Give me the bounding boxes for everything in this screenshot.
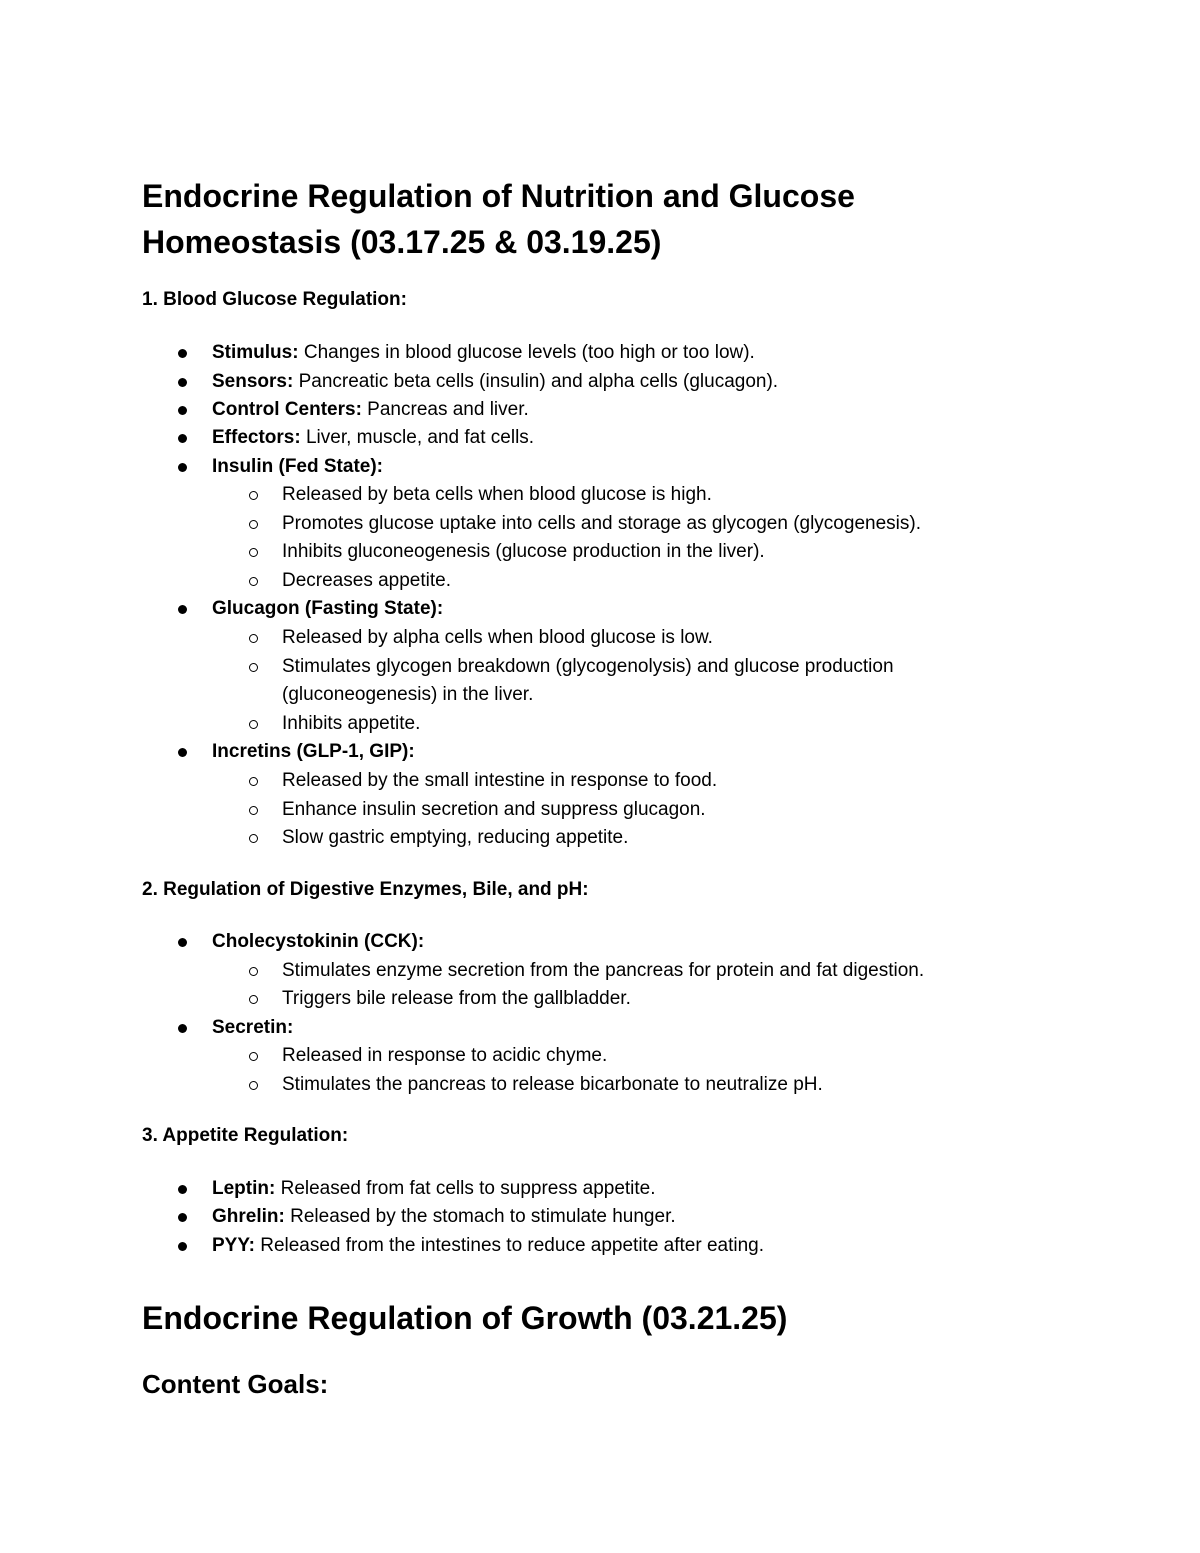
item-text: Pancreatic beta cells (insulin) and alpha cells (glucagon).: [293, 371, 779, 392]
bullet-icon: [178, 406, 187, 415]
list-item-effectors: [212, 425, 534, 451]
growth-title: Endocrine Regulation of Growth (03.21.25): [142, 1300, 788, 1336]
item-label: PYY:: [212, 1235, 255, 1256]
sub-item: Slow gastric emptying, reducing appetite.: [282, 827, 629, 848]
section-heading-blood-glucose: 1. Blood Glucose Regulation:: [142, 289, 407, 310]
sub-item: Released in response to acidic chyme.: [282, 1045, 608, 1066]
content-goals-heading: Content Goals:: [142, 1369, 329, 1399]
bullet-icon: [178, 1242, 187, 1251]
sub-item: Inhibits appetite.: [282, 713, 421, 734]
bullet-icon: [178, 1024, 187, 1033]
bullet-icon: [178, 378, 187, 387]
bullet-icon: [178, 463, 187, 472]
circle-bullet-icon: [249, 834, 258, 843]
section-heading-appetite: 3. Appetite Regulation:: [142, 1125, 349, 1146]
list-item-cck: Cholecystokinin (CCK):: [212, 931, 425, 952]
item-label: Effectors:: [212, 427, 301, 448]
item-text: Released by the stomach to stimulate hunger.: [284, 1206, 676, 1227]
circle-bullet-icon: [249, 720, 258, 729]
list-item-ghrelin: [212, 1204, 676, 1230]
list-item-leptin: [212, 1176, 656, 1202]
list-item-insulin: Insulin (Fed State):: [212, 456, 383, 477]
circle-bullet-icon: [249, 548, 258, 557]
sub-item: Decreases appetite.: [282, 570, 451, 591]
item-text: Pancreas and liver.: [361, 399, 529, 420]
sub-item: Promotes glucose uptake into cells and storage as glycogen (glycogenesis).: [282, 513, 921, 534]
sub-item: Stimulates the pancreas to release bicarbonate to neutralize pH.: [282, 1074, 823, 1095]
list-item-sensors: [212, 369, 778, 395]
circle-bullet-icon: [249, 1052, 258, 1061]
circle-bullet-icon: [249, 663, 258, 672]
bullet-icon: [178, 1213, 187, 1222]
list-item-glucagon: Glucagon (Fasting State):: [212, 598, 444, 619]
circle-bullet-icon: [249, 995, 258, 1004]
sub-item: Released by beta cells when blood glucose is high.: [282, 484, 712, 505]
page-title-line-1: Endocrine Regulation of Nutrition and Glucose: [142, 178, 855, 214]
bullet-icon: [178, 349, 187, 358]
item-text: Released from the intestines to reduce appetite after eating.: [254, 1235, 765, 1256]
sub-item: Inhibits gluconeogenesis (glucose production in the liver).: [282, 541, 765, 562]
item-label: Leptin:: [212, 1178, 276, 1199]
sub-item: Stimulates glycogen breakdown (glycogenolysis) and glucose production: [282, 656, 894, 677]
item-text: Changes in blood glucose levels (too high or too low).: [298, 342, 755, 363]
sub-item: Released by the small intestine in response to food.: [282, 770, 718, 791]
page-title-line-2: Homeostasis (03.17.25 & 03.19.25): [142, 224, 662, 260]
section-heading-digestive: 2. Regulation of Digestive Enzymes, Bile, and pH:: [142, 879, 589, 900]
bullet-icon: [178, 1185, 187, 1194]
sub-item: Triggers bile release from the gallbladder.: [282, 988, 631, 1009]
circle-bullet-icon: [249, 577, 258, 586]
list-item-pyy: [212, 1233, 764, 1259]
sub-item: Enhance insulin secretion and suppress glucagon.: [282, 799, 706, 820]
circle-bullet-icon: [249, 777, 258, 786]
circle-bullet-icon: [249, 634, 258, 643]
item-text: Released from fat cells to suppress appetite.: [275, 1178, 656, 1199]
list-item-secretin: Secretin:: [212, 1017, 294, 1038]
item-label: Ghrelin:: [212, 1206, 285, 1227]
sub-item: Stimulates enzyme secretion from the pancreas for protein and fat digestion.: [282, 960, 925, 981]
item-label: Control Centers:: [212, 399, 362, 420]
circle-bullet-icon: [249, 491, 258, 500]
circle-bullet-icon: [249, 806, 258, 815]
bullet-icon: [178, 748, 187, 757]
list-item-control-centers: [212, 397, 529, 423]
circle-bullet-icon: [249, 967, 258, 976]
bullet-icon: [178, 605, 187, 614]
list-item-incretins: Incretins (GLP-1, GIP):: [212, 741, 415, 762]
bullet-icon: [178, 434, 187, 443]
circle-bullet-icon: [249, 520, 258, 529]
list-item-stimulus: [212, 340, 755, 366]
item-label: Sensors:: [212, 371, 294, 392]
sub-item: Released by alpha cells when blood glucose is low.: [282, 627, 713, 648]
bullet-icon: [178, 938, 187, 947]
sub-item-continuation: (gluconeogenesis) in the liver.: [282, 684, 534, 705]
circle-bullet-icon: [249, 1081, 258, 1090]
item-text: Liver, muscle, and fat cells.: [300, 427, 535, 448]
item-label: Stimulus:: [212, 342, 299, 363]
